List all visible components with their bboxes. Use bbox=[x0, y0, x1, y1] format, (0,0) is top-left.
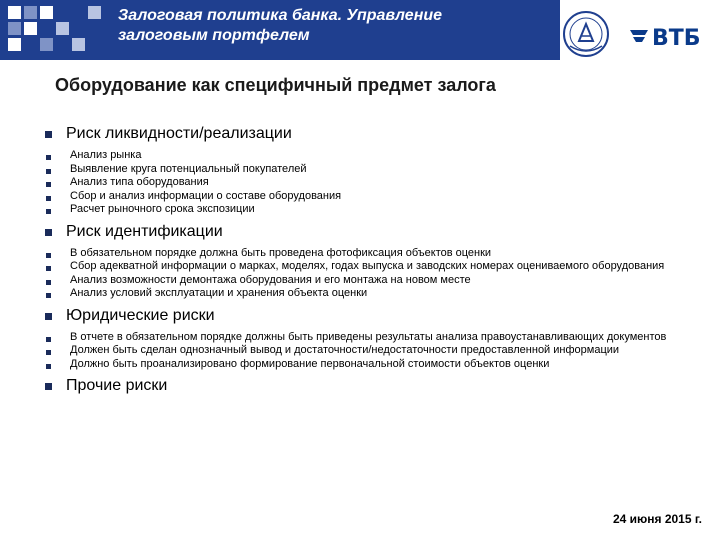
section-heading-text: Прочие риски bbox=[66, 377, 168, 394]
square-bullet-icon bbox=[46, 350, 51, 355]
square-bullet-icon bbox=[46, 364, 51, 369]
list-item-text: Расчет рыночного срока экспозиции bbox=[70, 203, 255, 215]
decorative-squares bbox=[0, 0, 110, 60]
list-item-text: Анализ условий эксплуатации и хранения объекта оценки bbox=[70, 287, 368, 299]
header-band bbox=[0, 0, 560, 60]
square-bullet-icon bbox=[46, 337, 51, 342]
list-item bbox=[45, 332, 705, 344]
deco-square bbox=[24, 22, 37, 35]
list-item-text: В обязательном порядке должна быть проведена фотофиксация объектов оценки bbox=[70, 246, 492, 259]
list-item-text: Выявление круга потенциальный покупателей bbox=[70, 162, 307, 175]
section-heading-text: Риск ликвидности/реализации bbox=[66, 125, 292, 142]
list-item-text: Должен быть сделан однозначный вывод и достаточности/недостаточности предоставленной информации bbox=[70, 344, 620, 356]
list-item bbox=[45, 261, 705, 273]
list-item bbox=[45, 275, 705, 287]
square-bullet-icon bbox=[46, 169, 51, 174]
square-bullet-icon bbox=[45, 383, 52, 390]
section-heading-text: Риск идентификации bbox=[66, 222, 223, 240]
deco-square bbox=[8, 6, 21, 19]
deco-square bbox=[8, 22, 21, 35]
header-title-line1: Залоговая политика банка. Управление bbox=[118, 7, 443, 24]
square-bullet-icon bbox=[46, 253, 51, 258]
square-bullet-icon bbox=[46, 196, 51, 201]
list-item bbox=[45, 164, 705, 176]
list-item bbox=[45, 345, 705, 357]
square-bullet-icon bbox=[46, 209, 51, 214]
section-heading bbox=[45, 124, 705, 144]
section-heading bbox=[45, 376, 705, 396]
list-item bbox=[45, 177, 705, 189]
list-item-text: Должно быть проанализировано формирование первоначальной стоимости объектов оценки bbox=[70, 357, 550, 370]
academy-emblem-icon bbox=[562, 10, 610, 58]
footer-date: 24 июня 2015 г. bbox=[612, 512, 702, 526]
list-item bbox=[45, 191, 705, 203]
section-heading-text: Юридические риски bbox=[66, 306, 215, 324]
square-bullet-icon bbox=[46, 182, 51, 187]
square-bullet-icon bbox=[45, 229, 52, 236]
vtb-chevron-icon bbox=[628, 28, 650, 48]
list-item-text: Анализ рынка bbox=[70, 149, 142, 161]
slide-title: Оборудование как специфичный предмет залога bbox=[55, 75, 496, 95]
list-item bbox=[45, 288, 705, 300]
list-item-text: Анализ типа оборудования bbox=[70, 176, 209, 188]
deco-square bbox=[56, 22, 69, 35]
deco-square bbox=[40, 38, 53, 51]
square-bullet-icon bbox=[46, 266, 51, 271]
list-item-text: Сбор адекватной информации о марках, моделях, годах выпуска и заводских номерах оцениваемого оборудования bbox=[70, 260, 665, 272]
deco-square bbox=[8, 38, 21, 51]
vtb-brand-text: ВТБ bbox=[652, 26, 701, 51]
square-bullet-icon bbox=[46, 155, 51, 160]
deco-square bbox=[40, 6, 53, 19]
header-title-line2: залоговым портфелем bbox=[118, 27, 310, 44]
square-bullet-icon bbox=[46, 293, 51, 298]
list-item bbox=[45, 150, 705, 162]
content bbox=[45, 124, 705, 396]
list-item bbox=[45, 248, 705, 260]
section-heading bbox=[45, 306, 705, 326]
square-bullet-icon bbox=[46, 280, 51, 285]
list-item-text: Сбор и анализ информации о составе оборудования bbox=[70, 189, 342, 202]
section-heading bbox=[45, 222, 705, 242]
list-item-text: В отчете в обязательном порядке должны быть приведены результаты анализа правоустанавливающих документов bbox=[70, 330, 667, 343]
deco-square bbox=[72, 38, 85, 51]
list-item bbox=[45, 204, 705, 216]
deco-square bbox=[24, 6, 37, 19]
header-title bbox=[118, 6, 538, 46]
list-item bbox=[45, 359, 705, 371]
square-bullet-icon bbox=[45, 131, 52, 138]
vtb-logo bbox=[628, 24, 714, 52]
list-item-text: Анализ возможности демонтажа оборудования и его монтажа на новом месте bbox=[70, 273, 471, 286]
square-bullet-icon bbox=[45, 313, 52, 320]
deco-square bbox=[88, 6, 101, 19]
